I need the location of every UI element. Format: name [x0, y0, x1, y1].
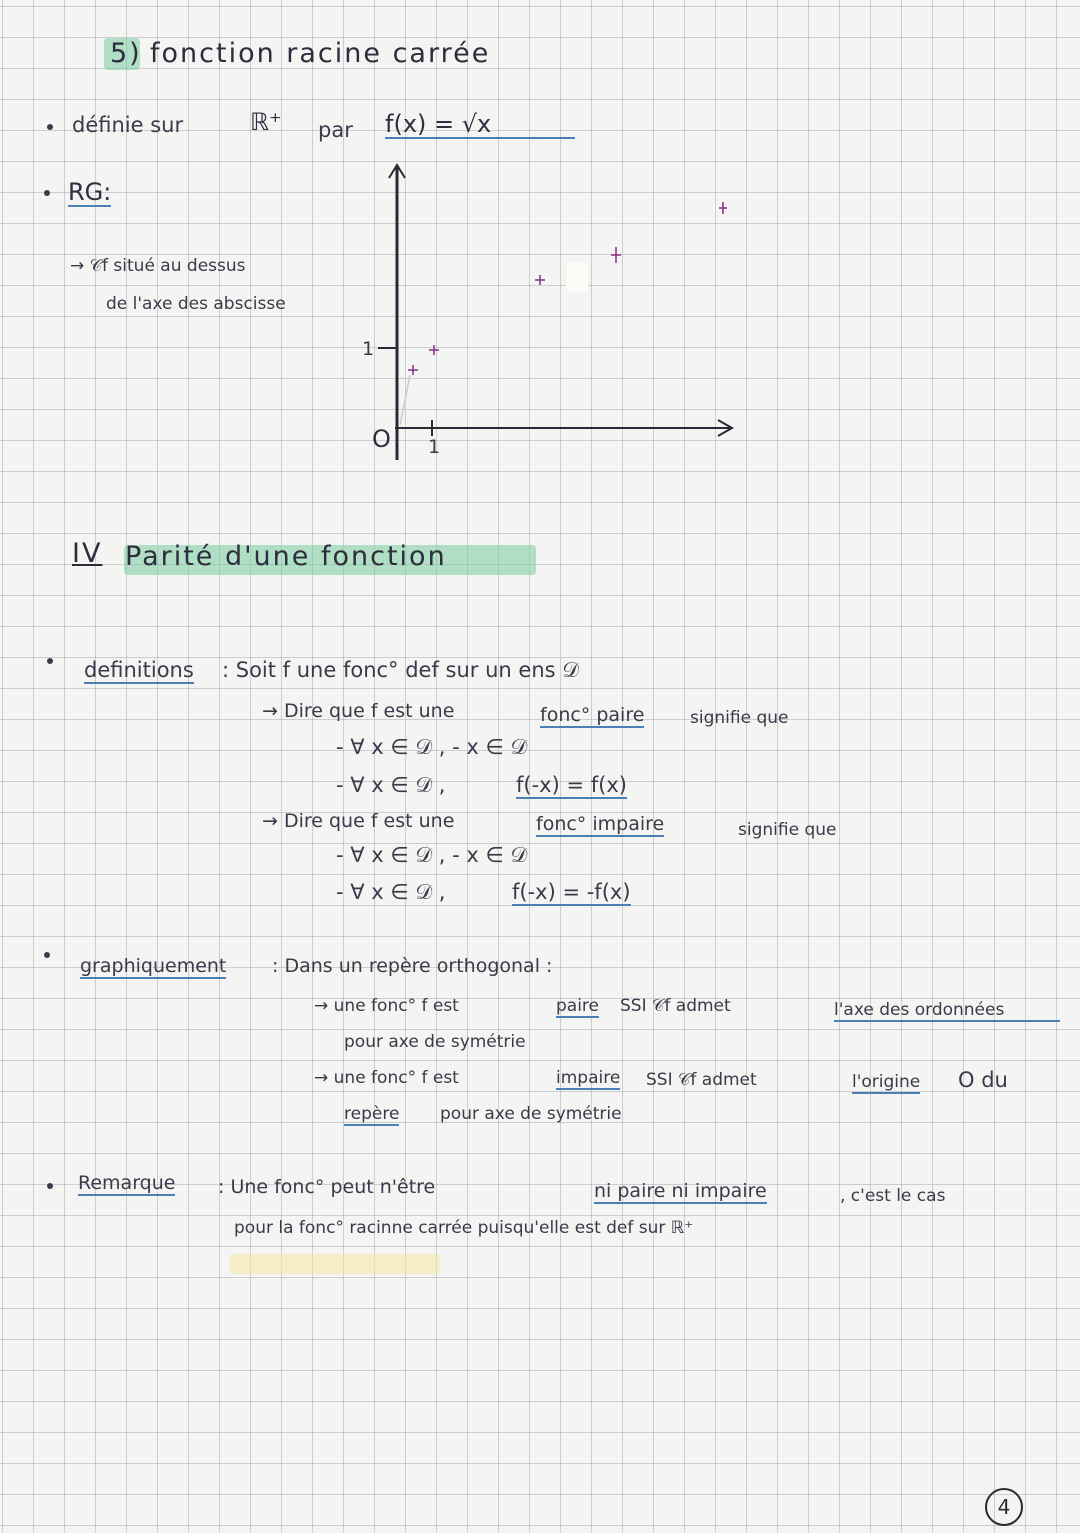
- y-tick-label: 1: [362, 338, 375, 360]
- impaire-graph-prefix: → une fonc° f est: [314, 1068, 459, 1088]
- bullet: [47, 124, 53, 130]
- paire-condition-2-prefix: - ∀ x ∈ 𝒟 ,: [336, 773, 446, 797]
- impaire-suffix: signifie que: [738, 820, 837, 840]
- definitions-label: definitions: [84, 658, 194, 682]
- bullet: [44, 952, 50, 958]
- origin-label: O: [372, 425, 391, 453]
- impaire-graph-term: impaire: [556, 1068, 621, 1088]
- paire-prefix: → Dire que f est une: [262, 700, 455, 722]
- impaire-graph-end: O du: [958, 1068, 1008, 1092]
- paire-graph-term: paire: [556, 996, 600, 1016]
- bullet: [44, 190, 50, 196]
- graphiquement-label: graphiquement: [80, 955, 227, 977]
- definitions-intro: : Soit f une fonc° def sur un ens 𝒟: [222, 658, 580, 682]
- impaire-graph-line4: pour axe de symétrie: [440, 1104, 622, 1124]
- roman-numeral: IV: [72, 538, 103, 569]
- graphiquement-intro: : Dans un repère orthogonal :: [272, 955, 553, 977]
- remarque-line1-suffix: , c'est le cas: [840, 1186, 946, 1206]
- bullet: [47, 658, 53, 664]
- paire-graph-line2: pour axe de symétrie: [344, 1032, 526, 1052]
- remarque-term: ni paire ni impaire: [594, 1180, 767, 1202]
- rg-note-line1: → 𝒞f situé au dessus: [70, 256, 246, 276]
- sqrt-graph: [340, 150, 760, 470]
- rg-label: RG:: [68, 178, 112, 206]
- remarque-label: Remarque: [78, 1172, 176, 1194]
- x-tick-label: 1: [428, 436, 441, 458]
- set-r-plus: ℝ⁺: [250, 108, 282, 136]
- paire-condition-2-formula: f(-x) = f(x): [516, 773, 627, 797]
- paire-graph-axe: l'axe des ordonnées: [834, 1002, 1060, 1022]
- impaire-graph-origine: l'origine: [852, 1072, 921, 1092]
- par-word: par: [318, 118, 353, 142]
- impaire-prefix: → Dire que f est une: [262, 810, 455, 832]
- page-number: 4: [985, 1488, 1023, 1526]
- paire-condition-1: - ∀ x ∈ 𝒟 , - x ∈ 𝒟: [336, 735, 528, 759]
- section-number: 5): [110, 38, 142, 69]
- impaire-condition-2-prefix: - ∀ x ∈ 𝒟 ,: [336, 880, 446, 904]
- section-title: Parité d'une fonction: [125, 541, 447, 572]
- bullet: [47, 1183, 53, 1189]
- empty-highlight: [230, 1254, 440, 1274]
- paire-graph-mid: SSI 𝒞f admet: [620, 996, 731, 1016]
- impaire-condition-1: - ∀ x ∈ 𝒟 , - x ∈ 𝒟: [336, 843, 528, 867]
- sqrt-formula: f(x) = √x: [385, 112, 575, 139]
- impaire-graph-repere: repère: [344, 1104, 400, 1124]
- impaire-graph-mid: SSI 𝒞f admet: [646, 1070, 757, 1090]
- remarque-line2: pour la fonc° racinne carrée puisqu'elle est def sur ℝ⁺: [234, 1218, 694, 1238]
- rg-note-line2: de l'axe des abscisse: [106, 294, 286, 314]
- definie-prefix: définie sur: [72, 113, 184, 137]
- paire-term: fonc° paire: [540, 704, 645, 726]
- impaire-condition-2-formula: f(-x) = -f(x): [512, 880, 631, 904]
- impaire-term: fonc° impaire: [536, 813, 665, 835]
- remarque-line1-prefix: : Une fonc° peut n'être: [218, 1176, 436, 1198]
- paire-graph-prefix: → une fonc° f est: [314, 996, 459, 1016]
- paire-suffix: signifie que: [690, 708, 789, 728]
- section-title: fonction racine carrée: [150, 38, 491, 69]
